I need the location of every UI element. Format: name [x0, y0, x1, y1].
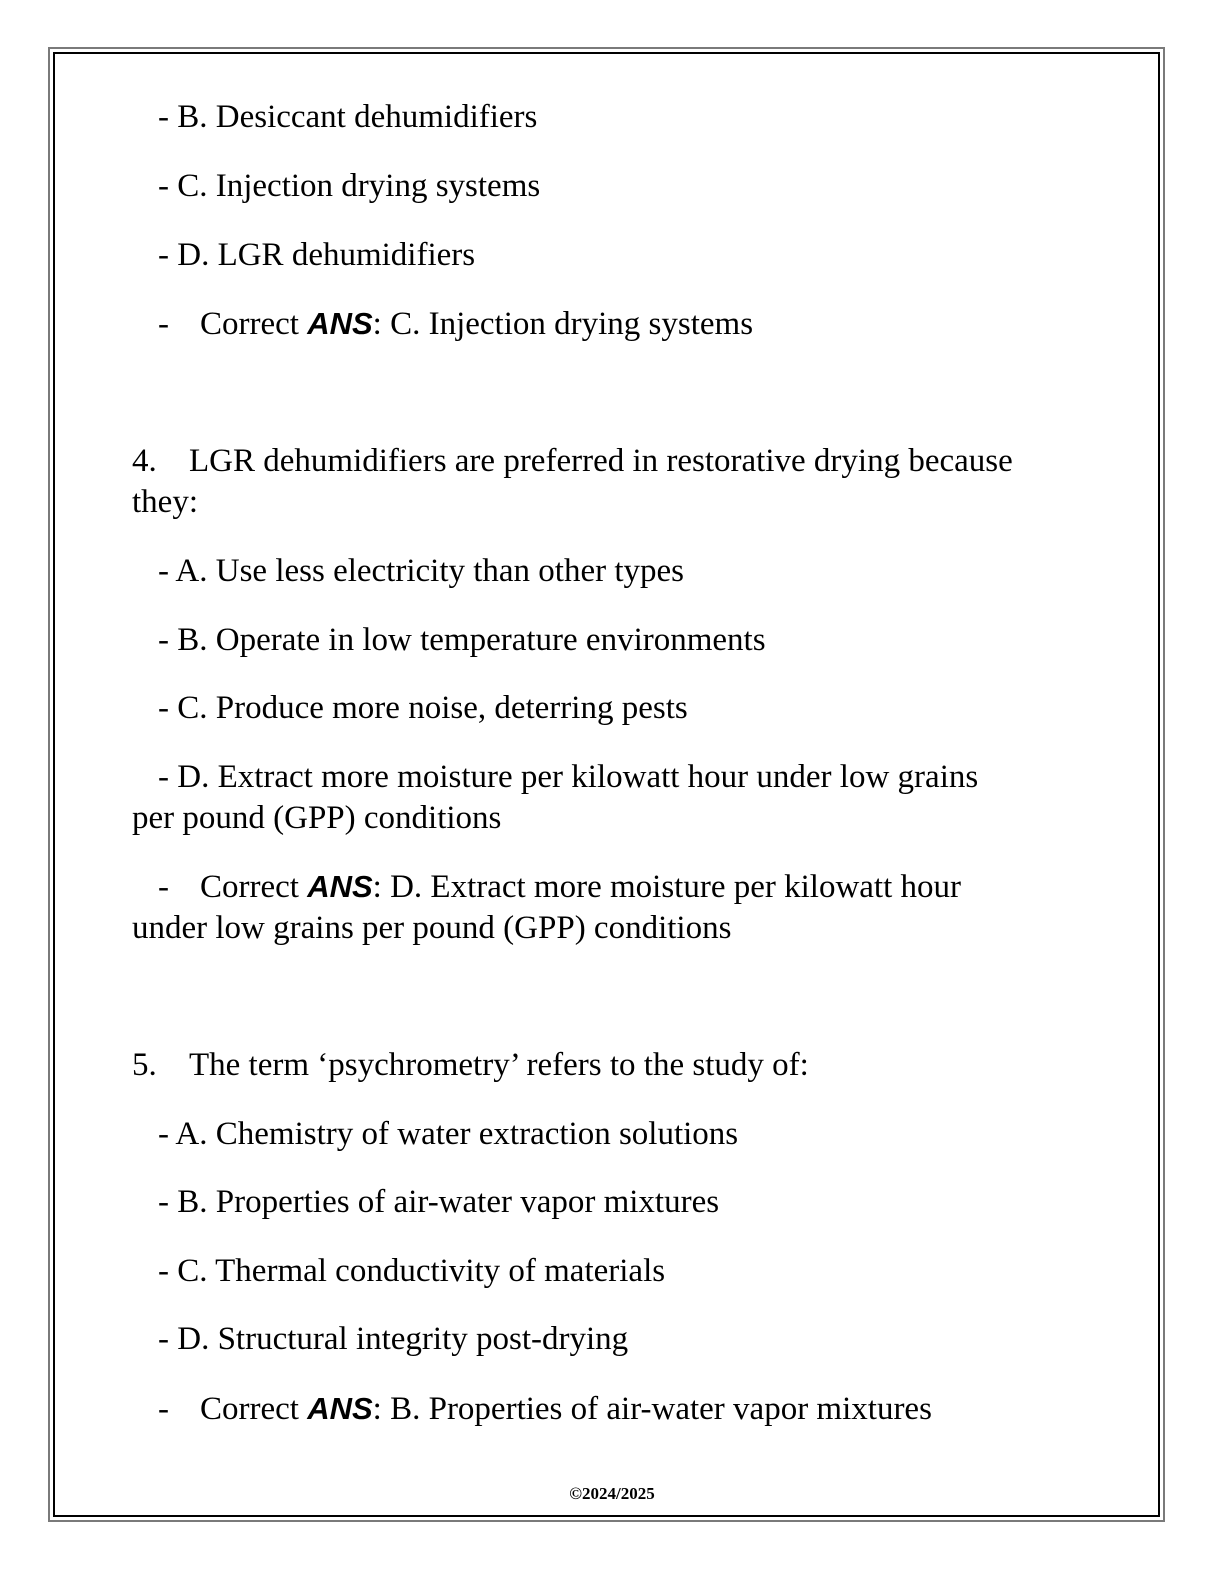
q3-option-c: - C. Injection drying systems: [158, 168, 541, 204]
question-number: 4.: [132, 443, 157, 479]
question-text: The term ‘psychrometry’ refers to the study of:: [189, 1047, 809, 1083]
q4-option-c: - C. Produce more noise, deterring pests: [158, 690, 688, 726]
answer-dash: -: [158, 306, 169, 342]
answer-text: : B. Properties of air-water vapor mixtures: [372, 1391, 932, 1427]
answer-dash: -: [158, 869, 169, 905]
answer-text: : D. Extract more moisture per kilowatt hour: [372, 869, 962, 905]
answer-text: : C. Injection drying systems: [372, 306, 754, 342]
q5-option-a: - A. Chemistry of water extraction solutions: [158, 1116, 739, 1152]
answer-label: ANS: [307, 306, 373, 341]
q5-option-c: - C. Thermal conductivity of materials: [158, 1253, 666, 1289]
answer-prefix: Correct: [200, 306, 308, 342]
answer-dash: -: [158, 1391, 169, 1427]
answer-prefix: Correct: [200, 1391, 308, 1427]
q5-stem: [132, 1045, 809, 1086]
q4-option-d: - D. Extract more moisture per kilowatt hour under low grains: [158, 759, 979, 795]
copyright-footer: ©2024/2025: [569, 1484, 655, 1503]
q4-answer: [158, 866, 961, 908]
q5-option-b: - B. Properties of air-water vapor mixtures: [158, 1184, 720, 1220]
q4-answer-continued: under low grains per pound (GPP) conditions: [132, 910, 732, 946]
q5-answer: [158, 1388, 932, 1430]
question-number: 5.: [132, 1047, 157, 1083]
q4-option-a: - A. Use less electricity than other types: [158, 553, 685, 589]
q3-answer: [158, 303, 753, 345]
q4-option-b: - B. Operate in low temperature environments: [158, 622, 766, 658]
q4-option-d-continued: per pound (GPP) conditions: [132, 800, 502, 836]
q5-option-d: - D. Structural integrity post-drying: [158, 1321, 629, 1357]
q3-option-b: - B. Desiccant dehumidifiers: [158, 99, 538, 135]
answer-label: ANS: [307, 869, 373, 904]
q4-stem-continued: they:: [132, 484, 198, 520]
question-text: LGR dehumidifiers are preferred in restorative drying because: [189, 443, 1013, 479]
answer-label: ANS: [307, 1391, 373, 1426]
q3-option-d: - D. LGR dehumidifiers: [158, 237, 476, 273]
answer-prefix: Correct: [200, 869, 308, 905]
q4-stem: [132, 441, 1013, 482]
